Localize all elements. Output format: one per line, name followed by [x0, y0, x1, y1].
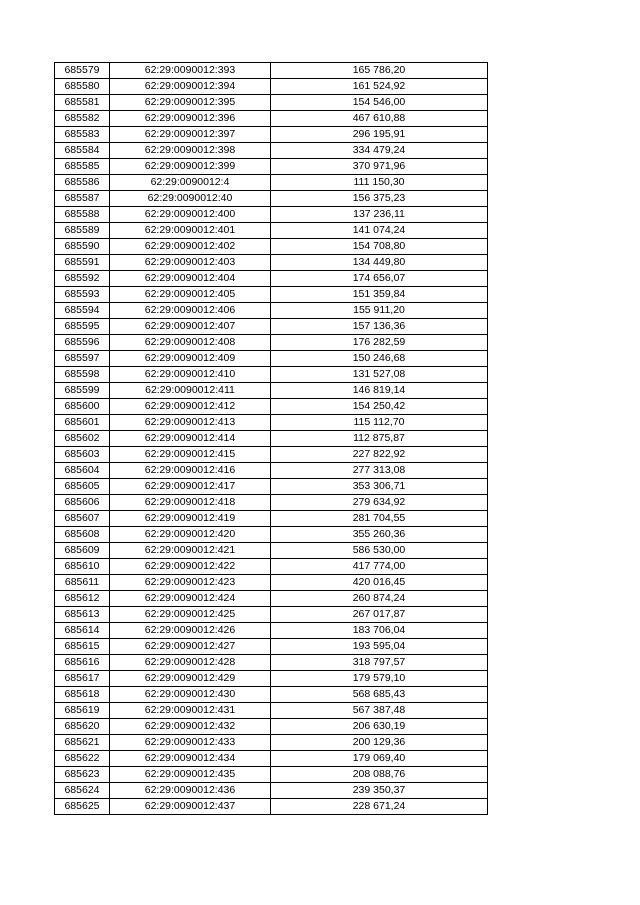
- table-row: [55, 511, 488, 527]
- row-id-cell: 685581: [55, 95, 110, 111]
- row-id-cell: 685586: [55, 175, 110, 191]
- table-row: [55, 655, 488, 671]
- table-row: [55, 271, 488, 287]
- row-id-cell: 685617: [55, 671, 110, 687]
- cadastral-number-cell: 62:29:0090012:404: [110, 271, 271, 287]
- cadastral-number-cell: 62:29:0090012:413: [110, 415, 271, 431]
- cadastral-number-cell: 62:29:0090012:395: [110, 95, 271, 111]
- table-row: [55, 143, 488, 159]
- table-row: [55, 767, 488, 783]
- table-row: [55, 607, 488, 623]
- table-row: [55, 79, 488, 95]
- row-id-cell: 685597: [55, 351, 110, 367]
- cadastral-value-cell: 281 704,55: [271, 511, 488, 527]
- table-row: [55, 751, 488, 767]
- table-row: [55, 623, 488, 639]
- row-id-cell: 685592: [55, 271, 110, 287]
- cadastral-value-cell: 420 016,45: [271, 575, 488, 591]
- row-id-cell: 685584: [55, 143, 110, 159]
- table-row: [55, 415, 488, 431]
- cadastral-number-cell: 62:29:0090012:408: [110, 335, 271, 351]
- row-id-cell: 685604: [55, 463, 110, 479]
- cadastral-value-cell: 154 250,42: [271, 399, 488, 415]
- row-id-cell: 685623: [55, 767, 110, 783]
- table-row: [55, 175, 488, 191]
- row-id-cell: 685594: [55, 303, 110, 319]
- cadastral-number-cell: 62:29:0090012:405: [110, 287, 271, 303]
- cadastral-number-cell: 62:29:0090012:398: [110, 143, 271, 159]
- table-body: [55, 63, 488, 815]
- cadastral-value-cell: 467 610,88: [271, 111, 488, 127]
- row-id-cell: 685618: [55, 687, 110, 703]
- table-row: [55, 399, 488, 415]
- cadastral-number-cell: 62:29:0090012:397: [110, 127, 271, 143]
- cadastral-value-cell: 146 819,14: [271, 383, 488, 399]
- cadastral-number-cell: 62:29:0090012:417: [110, 479, 271, 495]
- table-row: [55, 463, 488, 479]
- cadastral-number-cell: 62:29:0090012:406: [110, 303, 271, 319]
- table-row: [55, 127, 488, 143]
- cadastral-value-cell: 227 822,92: [271, 447, 488, 463]
- row-id-cell: 685625: [55, 799, 110, 815]
- row-id-cell: 685601: [55, 415, 110, 431]
- table-row: [55, 159, 488, 175]
- table-row: [55, 351, 488, 367]
- cadastral-number-cell: 62:29:0090012:425: [110, 607, 271, 623]
- cadastral-number-cell: 62:29:0090012:422: [110, 559, 271, 575]
- row-id-cell: 685605: [55, 479, 110, 495]
- cadastral-value-cell: 239 350,37: [271, 783, 488, 799]
- cadastral-value-cell: 370 971,96: [271, 159, 488, 175]
- table-row: [55, 191, 488, 207]
- cadastral-value-cell: 568 685,43: [271, 687, 488, 703]
- row-id-cell: 685589: [55, 223, 110, 239]
- cadastral-value-cell: 567 387,48: [271, 703, 488, 719]
- table-row: [55, 591, 488, 607]
- cadastral-value-cell: 154 546,00: [271, 95, 488, 111]
- row-id-cell: 685622: [55, 751, 110, 767]
- cadastral-value-cell: 112 875,87: [271, 431, 488, 447]
- cadastral-value-cell: 183 706,04: [271, 623, 488, 639]
- row-id-cell: 685608: [55, 527, 110, 543]
- row-id-cell: 685602: [55, 431, 110, 447]
- row-id-cell: 685599: [55, 383, 110, 399]
- cadastral-value-cell: 141 074,24: [271, 223, 488, 239]
- table-row: [55, 447, 488, 463]
- row-id-cell: 685615: [55, 639, 110, 655]
- cadastral-value-cell: 179 069,40: [271, 751, 488, 767]
- table-row: [55, 671, 488, 687]
- cadastral-value-cell: 267 017,87: [271, 607, 488, 623]
- row-id-cell: 685607: [55, 511, 110, 527]
- cadastral-value-cell: 157 136,36: [271, 319, 488, 335]
- table-row: [55, 559, 488, 575]
- row-id-cell: 685609: [55, 543, 110, 559]
- row-id-cell: 685582: [55, 111, 110, 127]
- row-id-cell: 685616: [55, 655, 110, 671]
- cadastral-value-cell: 279 634,92: [271, 495, 488, 511]
- table-row: [55, 719, 488, 735]
- row-id-cell: 685593: [55, 287, 110, 303]
- cadastral-value-cell: 355 260,36: [271, 527, 488, 543]
- row-id-cell: 685612: [55, 591, 110, 607]
- cadastral-value-cell: 334 479,24: [271, 143, 488, 159]
- row-id-cell: 685587: [55, 191, 110, 207]
- row-id-cell: 685624: [55, 783, 110, 799]
- cadastral-number-cell: 62:29:0090012:434: [110, 751, 271, 767]
- cadastral-number-cell: 62:29:0090012:40: [110, 191, 271, 207]
- cadastral-number-cell: 62:29:0090012:402: [110, 239, 271, 255]
- cadastral-number-cell: 62:29:0090012:416: [110, 463, 271, 479]
- cadastral-value-cell: 353 306,71: [271, 479, 488, 495]
- cadastral-number-cell: 62:29:0090012:418: [110, 495, 271, 511]
- row-id-cell: 685600: [55, 399, 110, 415]
- table-row: [55, 63, 488, 79]
- row-id-cell: 685588: [55, 207, 110, 223]
- cadastral-number-cell: 62:29:0090012:396: [110, 111, 271, 127]
- cadastral-number-cell: 62:29:0090012:423: [110, 575, 271, 591]
- row-id-cell: 685580: [55, 79, 110, 95]
- cadastral-value-table: [54, 62, 488, 815]
- cadastral-number-cell: 62:29:0090012:432: [110, 719, 271, 735]
- cadastral-value-cell: 208 088,76: [271, 767, 488, 783]
- table-row: [55, 383, 488, 399]
- row-id-cell: 685621: [55, 735, 110, 751]
- cadastral-number-cell: 62:29:0090012:424: [110, 591, 271, 607]
- table-row: [55, 239, 488, 255]
- table-row: [55, 367, 488, 383]
- cadastral-number-cell: 62:29:0090012:4: [110, 175, 271, 191]
- table-row: [55, 207, 488, 223]
- row-id-cell: 685613: [55, 607, 110, 623]
- row-id-cell: 685603: [55, 447, 110, 463]
- cadastral-value-cell: 200 129,36: [271, 735, 488, 751]
- row-id-cell: 685619: [55, 703, 110, 719]
- cadastral-number-cell: 62:29:0090012:407: [110, 319, 271, 335]
- cadastral-value-cell: 206 630,19: [271, 719, 488, 735]
- cadastral-value-cell: 417 774,00: [271, 559, 488, 575]
- cadastral-number-cell: 62:29:0090012:431: [110, 703, 271, 719]
- cadastral-value-cell: 150 246,68: [271, 351, 488, 367]
- table-row: [55, 223, 488, 239]
- table-row: [55, 799, 488, 815]
- cadastral-value-cell: 115 112,70: [271, 415, 488, 431]
- cadastral-value-cell: 154 708,80: [271, 239, 488, 255]
- table-row: [55, 431, 488, 447]
- cadastral-number-cell: 62:29:0090012:415: [110, 447, 271, 463]
- cadastral-number-cell: 62:29:0090012:419: [110, 511, 271, 527]
- cadastral-number-cell: 62:29:0090012:421: [110, 543, 271, 559]
- cadastral-number-cell: 62:29:0090012:401: [110, 223, 271, 239]
- row-id-cell: 685611: [55, 575, 110, 591]
- table-row: [55, 639, 488, 655]
- table-row: [55, 319, 488, 335]
- table-row: [55, 287, 488, 303]
- cadastral-value-cell: 165 786,20: [271, 63, 488, 79]
- table-row: [55, 735, 488, 751]
- cadastral-value-cell: 228 671,24: [271, 799, 488, 815]
- table-row: [55, 575, 488, 591]
- row-id-cell: 685590: [55, 239, 110, 255]
- table-row: [55, 543, 488, 559]
- cadastral-value-cell: 176 282,59: [271, 335, 488, 351]
- row-id-cell: 685596: [55, 335, 110, 351]
- cadastral-value-cell: 131 527,08: [271, 367, 488, 383]
- table-row: [55, 527, 488, 543]
- cadastral-number-cell: 62:29:0090012:400: [110, 207, 271, 223]
- cadastral-number-cell: 62:29:0090012:426: [110, 623, 271, 639]
- cadastral-value-cell: 137 236,11: [271, 207, 488, 223]
- cadastral-number-cell: 62:29:0090012:399: [110, 159, 271, 175]
- cadastral-number-cell: 62:29:0090012:436: [110, 783, 271, 799]
- row-id-cell: 685583: [55, 127, 110, 143]
- cadastral-value-cell: 111 150,30: [271, 175, 488, 191]
- cadastral-value-cell: 296 195,91: [271, 127, 488, 143]
- table-row: [55, 303, 488, 319]
- table-row: [55, 255, 488, 271]
- cadastral-number-cell: 62:29:0090012:435: [110, 767, 271, 783]
- row-id-cell: 685598: [55, 367, 110, 383]
- cadastral-number-cell: 62:29:0090012:414: [110, 431, 271, 447]
- cadastral-number-cell: 62:29:0090012:437: [110, 799, 271, 815]
- cadastral-number-cell: 62:29:0090012:412: [110, 399, 271, 415]
- table-row: [55, 495, 488, 511]
- row-id-cell: 685614: [55, 623, 110, 639]
- cadastral-number-cell: 62:29:0090012:410: [110, 367, 271, 383]
- cadastral-value-cell: 277 313,08: [271, 463, 488, 479]
- table-row: [55, 687, 488, 703]
- cadastral-number-cell: 62:29:0090012:427: [110, 639, 271, 655]
- table-row: [55, 111, 488, 127]
- cadastral-value-cell: 260 874,24: [271, 591, 488, 607]
- row-id-cell: 685610: [55, 559, 110, 575]
- table-row: [55, 95, 488, 111]
- cadastral-value-cell: 179 579,10: [271, 671, 488, 687]
- cadastral-number-cell: 62:29:0090012:409: [110, 351, 271, 367]
- cadastral-number-cell: 62:29:0090012:403: [110, 255, 271, 271]
- cadastral-value-cell: 174 656,07: [271, 271, 488, 287]
- row-id-cell: 685591: [55, 255, 110, 271]
- row-id-cell: 685595: [55, 319, 110, 335]
- cadastral-value-cell: 134 449,80: [271, 255, 488, 271]
- cadastral-value-cell: 586 530,00: [271, 543, 488, 559]
- cadastral-number-cell: 62:29:0090012:428: [110, 655, 271, 671]
- cadastral-value-cell: 156 375,23: [271, 191, 488, 207]
- cadastral-value-cell: 151 359,84: [271, 287, 488, 303]
- cadastral-value-cell: 155 911,20: [271, 303, 488, 319]
- row-id-cell: 685585: [55, 159, 110, 175]
- row-id-cell: 685620: [55, 719, 110, 735]
- cadastral-value-cell: 193 595,04: [271, 639, 488, 655]
- cadastral-number-cell: 62:29:0090012:393: [110, 63, 271, 79]
- row-id-cell: 685606: [55, 495, 110, 511]
- cadastral-value-cell: 161 524,92: [271, 79, 488, 95]
- cadastral-number-cell: 62:29:0090012:430: [110, 687, 271, 703]
- cadastral-number-cell: 62:29:0090012:420: [110, 527, 271, 543]
- cadastral-number-cell: 62:29:0090012:433: [110, 735, 271, 751]
- cadastral-number-cell: 62:29:0090012:429: [110, 671, 271, 687]
- row-id-cell: 685579: [55, 63, 110, 79]
- cadastral-number-cell: 62:29:0090012:411: [110, 383, 271, 399]
- cadastral-number-cell: 62:29:0090012:394: [110, 79, 271, 95]
- table-row: [55, 703, 488, 719]
- cadastral-value-cell: 318 797,57: [271, 655, 488, 671]
- table-row: [55, 783, 488, 799]
- table-row: [55, 335, 488, 351]
- table-row: [55, 479, 488, 495]
